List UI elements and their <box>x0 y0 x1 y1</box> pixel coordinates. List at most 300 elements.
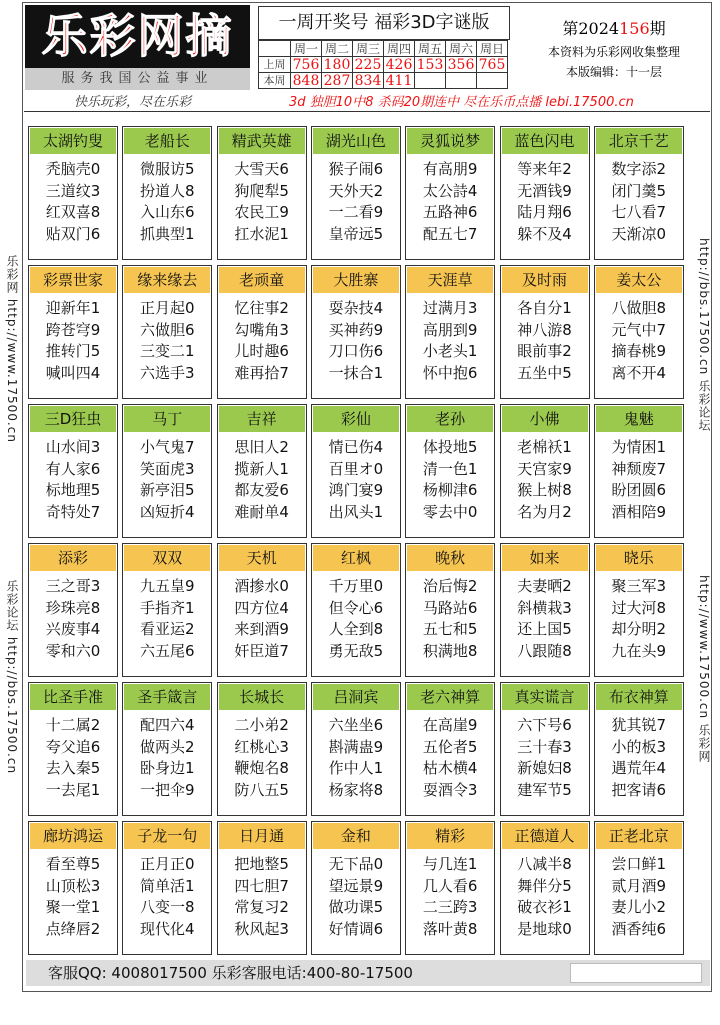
card-title: 红枫 <box>313 545 399 571</box>
puzzle-line: 勇无敌5 <box>328 641 384 660</box>
puzzle-card <box>405 543 495 677</box>
puzzle-card <box>122 126 212 260</box>
draw-number <box>477 73 508 89</box>
puzzle-line: 二三跨3 <box>422 898 478 916</box>
puzzle-line: 大雪天6 <box>234 160 289 178</box>
puzzle-line: 六做胆6 <box>140 320 195 339</box>
card-body <box>595 850 683 940</box>
card-title: 及时雨 <box>502 267 588 293</box>
side-text-right-bottom: http://www.17500.cn 乐彩网 <box>697 575 711 763</box>
card-title: 金和 <box>313 823 399 849</box>
puzzle-line: 十二属2 <box>45 716 101 734</box>
card-body <box>123 572 211 662</box>
puzzle-line: 把地整5 <box>234 855 289 873</box>
puzzle-line: 枯木横4 <box>422 759 478 777</box>
puzzle-line: 儿时趣6 <box>234 342 289 360</box>
puzzle-line: 看亚运2 <box>140 620 195 638</box>
puzzle-line: 人全到8 <box>328 620 384 638</box>
card-body <box>406 155 494 245</box>
card-body <box>595 433 683 523</box>
puzzle-line: 标地理5 <box>45 481 101 499</box>
puzzle-line: 微服访5 <box>140 160 195 178</box>
card-title: 吕洞宾 <box>313 684 399 710</box>
puzzle-card <box>594 682 684 816</box>
puzzle-card <box>500 404 590 538</box>
card-title: 蓝色闪电 <box>502 128 588 154</box>
puzzle-line: 五路神6 <box>422 203 478 221</box>
puzzle-line: 治后悔2 <box>422 577 478 595</box>
card-body <box>595 155 683 245</box>
puzzle-line: 卧身边1 <box>140 759 195 777</box>
puzzle-line: 破衣衫1 <box>517 898 572 916</box>
draw-number: 848 <box>291 73 322 89</box>
puzzle-line: 天外天2 <box>328 181 384 200</box>
puzzle-card <box>594 265 684 399</box>
puzzle-line: 一去尾1 <box>45 780 101 799</box>
last-week-row <box>259 57 508 73</box>
puzzle-line: 天宫家9 <box>517 459 572 478</box>
puzzle-line: 在高崖9 <box>422 716 478 734</box>
puzzle-line: 聚三军3 <box>611 577 667 595</box>
puzzle-line: 老棉袄1 <box>517 438 572 456</box>
puzzle-card <box>217 543 307 677</box>
puzzle-line: 酒掺水0 <box>234 577 289 595</box>
puzzle-line: 简单活1 <box>140 876 195 895</box>
puzzle-line: 奸臣道7 <box>234 641 289 660</box>
puzzle-card <box>217 126 307 260</box>
puzzle-line: 八变一8 <box>140 898 195 916</box>
puzzle-line: 但令心6 <box>328 598 384 617</box>
puzzle-line: 无酒钱9 <box>517 181 572 200</box>
puzzle-line: 正月正0 <box>140 855 195 873</box>
puzzle-line: 做功课5 <box>328 898 384 916</box>
puzzle-card <box>122 682 212 816</box>
puzzle-line: 零去中0 <box>422 502 478 521</box>
card-title: 吉祥 <box>219 406 305 432</box>
puzzle-line: 二小弟2 <box>234 716 289 734</box>
puzzle-line: 百里オ0 <box>328 459 384 478</box>
day-label: 周六 <box>446 41 477 57</box>
card-title: 鬼魅 <box>596 406 682 432</box>
day-label: 周一 <box>291 41 322 57</box>
puzzle-line: 为情困1 <box>611 438 667 456</box>
puzzle-line: 尝口鲜1 <box>611 855 667 873</box>
card-body <box>312 155 400 245</box>
puzzle-line: 兴废事4 <box>45 620 101 638</box>
logo <box>25 5 250 68</box>
side-text-left-top: 乐彩网 http://www.17500.cn <box>5 255 19 443</box>
card-body <box>312 433 400 523</box>
puzzle-line: 思旧人2 <box>234 438 289 456</box>
puzzle-line: 正月起0 <box>140 299 195 317</box>
puzzle-line: 九五皇9 <box>140 577 195 595</box>
puzzle-line: 数字添2 <box>611 160 667 178</box>
puzzle-line: 高朋到9 <box>422 320 478 339</box>
puzzle-line: 山水间3 <box>45 438 101 456</box>
card-body <box>123 294 211 384</box>
puzzle-line: 一把伞9 <box>140 780 195 799</box>
puzzle-line: 笑面虎3 <box>140 459 195 478</box>
puzzle-line: 防八五5 <box>234 780 289 799</box>
puzzle-line: 酒相陪9 <box>611 502 667 521</box>
puzzle-line: 神八游8 <box>517 320 572 339</box>
puzzle-card <box>500 126 590 260</box>
puzzle-line: 九在头9 <box>611 641 667 660</box>
card-body <box>406 294 494 384</box>
side-text-right-top: http://bbs.17500.cn 乐彩论坛 <box>697 238 711 433</box>
card-title: 彩仙 <box>313 406 399 432</box>
card-title: 添彩 <box>30 545 116 571</box>
puzzle-line: 揽新人1 <box>234 459 289 478</box>
puzzle-line: 建军节5 <box>517 780 572 799</box>
puzzle-line: 凶短折4 <box>140 502 195 521</box>
puzzle-card <box>217 821 307 955</box>
card-body <box>29 155 117 245</box>
puzzle-card <box>500 265 590 399</box>
puzzle-line: 四方位4 <box>234 598 289 617</box>
draw-number: 180 <box>322 57 353 73</box>
day-label: 周日 <box>477 41 508 57</box>
puzzle-line: 情已伤4 <box>328 438 384 456</box>
puzzle-card <box>594 404 684 538</box>
puzzle-line: 作中人1 <box>328 759 384 777</box>
puzzle-line: 零和六0 <box>45 641 101 660</box>
puzzle-line: 一二看9 <box>328 203 384 221</box>
card-title: 灵狐说梦 <box>407 128 493 154</box>
puzzle-line: 抓典型1 <box>140 224 195 243</box>
puzzle-card <box>28 265 118 399</box>
puzzle-line: 红桃心3 <box>234 737 289 756</box>
card-title: 双双 <box>124 545 210 571</box>
puzzle-line: 七八看7 <box>611 203 667 221</box>
puzzle-line: 躲不及4 <box>517 224 572 243</box>
draw-number <box>415 73 446 89</box>
puzzle-line: 猴上树8 <box>517 481 572 499</box>
puzzle-line: 八做胆8 <box>611 299 667 317</box>
puzzle-line: 夫妻晒2 <box>517 577 572 595</box>
day-label: 周五 <box>415 41 446 57</box>
puzzle-line: 鞭炮名8 <box>234 759 289 777</box>
puzzle-line: 是地球0 <box>517 919 572 938</box>
draw-number: 411 <box>384 73 415 89</box>
puzzle-line: 红双喜8 <box>45 203 101 221</box>
card-title: 正德道人 <box>502 823 588 849</box>
draw-number: 153 <box>415 57 446 73</box>
puzzle-line: 五七和5 <box>422 620 478 638</box>
card-title: 天机 <box>219 545 305 571</box>
card-body <box>218 850 306 940</box>
card-body <box>29 433 117 523</box>
puzzle-line: 太公詩4 <box>422 181 478 200</box>
puzzle-line: 好情调6 <box>328 919 384 938</box>
card-body <box>29 850 117 940</box>
card-title: 缘来缘去 <box>124 267 210 293</box>
puzzle-card <box>28 126 118 260</box>
puzzle-line: 舞伴分5 <box>517 876 572 895</box>
card-body <box>406 850 494 940</box>
puzzle-card <box>405 126 495 260</box>
puzzle-line: 四七胆7 <box>234 876 289 895</box>
puzzle-line: 跨苍穹9 <box>45 320 101 339</box>
card-body <box>123 433 211 523</box>
last-week-label: 上周 <box>259 57 291 73</box>
puzzle-card <box>594 126 684 260</box>
puzzle-line: 聚一堂1 <box>45 898 101 916</box>
day-label: 周四 <box>384 41 415 57</box>
this-week-row <box>259 73 508 89</box>
card-body <box>123 711 211 801</box>
puzzle-card <box>311 265 401 399</box>
ticker-left: 快乐玩彩，尽在乐彩 <box>74 95 192 110</box>
page-title: 一周开奖号 福彩3D字谜版 <box>258 6 510 40</box>
puzzle-card <box>28 821 118 955</box>
puzzle-line: 迎新年1 <box>45 299 101 317</box>
card-body <box>218 711 306 801</box>
puzzle-card <box>28 682 118 816</box>
puzzle-line: 贰月酒9 <box>611 876 667 895</box>
card-body <box>595 711 683 801</box>
puzzle-card <box>405 682 495 816</box>
puzzle-line: 杨家将8 <box>328 780 384 799</box>
puzzle-line: 夸父追6 <box>45 737 101 756</box>
day-label: 周二 <box>322 41 353 57</box>
card-body <box>123 850 211 940</box>
card-title: 晚秋 <box>407 545 493 571</box>
card-title: 老六神算 <box>407 684 493 710</box>
puzzle-line: 过大河8 <box>611 598 667 617</box>
puzzle-line: 陆月翔6 <box>517 203 572 221</box>
puzzle-line: 名为月2 <box>517 502 572 521</box>
puzzle-line: 难耐单4 <box>234 502 289 521</box>
puzzle-line: 山顶松3 <box>45 876 101 895</box>
puzzle-card <box>311 404 401 538</box>
card-body <box>406 433 494 523</box>
draw-number <box>446 73 477 89</box>
puzzle-line: 新亭泪5 <box>140 481 195 499</box>
puzzle-line: 耍酒令3 <box>422 780 478 799</box>
puzzle-line: 新媳妇8 <box>517 759 572 777</box>
issue-num: 156 <box>619 19 650 38</box>
card-title: 三D狂虫 <box>30 406 116 432</box>
puzzle-line: 农民工9 <box>234 203 289 221</box>
issue-number <box>516 16 712 39</box>
side-text-left-bottom: 乐彩论坛 http://bbs.17500.cn <box>5 580 19 775</box>
puzzle-line: 清一色1 <box>422 459 478 478</box>
card-title: 子龙一句 <box>124 823 210 849</box>
puzzle-line: 扮道人8 <box>140 181 195 200</box>
puzzle-line: 与几连1 <box>422 855 478 873</box>
card-title: 日月通 <box>219 823 305 849</box>
puzzle-line: 刀口伤6 <box>328 342 384 360</box>
puzzle-line: 怀中抱6 <box>422 363 478 382</box>
puzzle-line: 斟满蛊9 <box>328 737 384 756</box>
puzzle-line: 望远景9 <box>328 876 384 895</box>
card-title: 真实谎言 <box>502 684 588 710</box>
ticker-bar <box>24 94 710 112</box>
draw-number: 426 <box>384 57 415 73</box>
card-body <box>218 433 306 523</box>
card-title: 精武英雄 <box>219 128 305 154</box>
card-body <box>501 711 589 801</box>
puzzle-line: 过满月3 <box>422 299 478 317</box>
day-label: 周三 <box>353 41 384 57</box>
puzzle-line: 等来年2 <box>517 160 572 178</box>
puzzle-line: 酒香纯6 <box>611 919 667 938</box>
puzzle-line: 却分明2 <box>611 620 667 638</box>
puzzle-line: 小老头1 <box>422 342 478 360</box>
card-title: 北京千艺 <box>596 128 682 154</box>
card-title: 晓乐 <box>596 545 682 571</box>
puzzle-line: 六五尾6 <box>140 641 195 660</box>
puzzle-line: 一抹合1 <box>328 363 384 382</box>
puzzle-line: 贴双门6 <box>45 224 101 243</box>
card-body <box>29 572 117 662</box>
card-body <box>406 711 494 801</box>
puzzle-card <box>500 543 590 677</box>
puzzle-line: 猴子闹6 <box>328 160 384 178</box>
puzzle-line: 奇特处7 <box>45 502 101 521</box>
puzzle-line: 出风头1 <box>328 502 384 521</box>
footer <box>26 960 710 986</box>
card-title: 天涯草 <box>407 267 493 293</box>
puzzle-line: 三之哥3 <box>45 577 101 595</box>
puzzle-line: 摘春桃9 <box>611 342 667 360</box>
puzzle-line: 都友爱6 <box>234 481 289 499</box>
puzzle-line: 喊叫四4 <box>45 363 101 382</box>
card-body <box>123 155 211 245</box>
card-title: 大胜寨 <box>313 267 399 293</box>
card-title: 如来 <box>502 545 588 571</box>
puzzle-card <box>405 404 495 538</box>
puzzle-card <box>311 126 401 260</box>
card-title: 太湖钓叟 <box>30 128 116 154</box>
puzzle-line: 狗爬犁5 <box>234 181 289 200</box>
draw-number: 756 <box>291 57 322 73</box>
puzzle-line: 犹其锐7 <box>611 716 667 734</box>
ticker-link[interactable]: 3d 独胆10中8 杀码20期连中 尽在乐币点播 lebi.17500.cn <box>289 95 634 110</box>
card-title: 圣手箴言 <box>124 684 210 710</box>
puzzle-card <box>594 543 684 677</box>
puzzle-line: 秃脑壳0 <box>45 160 101 178</box>
puzzle-line: 耍杂技4 <box>328 299 384 317</box>
puzzle-line: 皇帝远5 <box>328 224 384 243</box>
puzzle-line: 把客请6 <box>611 780 667 799</box>
puzzle-line: 积满地8 <box>422 641 478 660</box>
puzzle-line: 三十春3 <box>517 737 572 756</box>
card-title: 小佛 <box>502 406 588 432</box>
puzzle-line: 无下品0 <box>328 855 384 873</box>
puzzle-card <box>122 404 212 538</box>
puzzle-card <box>311 821 401 955</box>
puzzle-line: 配五七7 <box>422 224 478 243</box>
puzzle-card <box>500 682 590 816</box>
card-body <box>29 711 117 801</box>
puzzle-card <box>311 682 401 816</box>
card-body <box>595 294 683 384</box>
card-title: 正老北京 <box>596 823 682 849</box>
puzzle-line: 天渐凉0 <box>611 224 667 243</box>
card-title: 廊坊鸿运 <box>30 823 116 849</box>
puzzle-line: 看至尊5 <box>45 855 101 873</box>
puzzle-line: 珍珠亮8 <box>45 598 101 617</box>
puzzle-line: 元气中7 <box>611 320 667 339</box>
source-note: 本资料为乐彩网收集整理 <box>547 45 680 59</box>
card-body <box>501 294 589 384</box>
card-body <box>501 572 589 662</box>
puzzle-line: 三道纹3 <box>45 181 101 200</box>
puzzle-line: 八跟随8 <box>517 641 572 660</box>
puzzle-line: 入山东6 <box>140 203 195 221</box>
card-title: 精彩 <box>407 823 493 849</box>
puzzle-card <box>217 265 307 399</box>
card-body <box>501 433 589 523</box>
puzzle-line: 马路站6 <box>422 598 478 617</box>
puzzle-line: 小的板3 <box>611 737 667 756</box>
puzzle-card <box>405 265 495 399</box>
puzzle-line: 闭门羹5 <box>611 181 667 200</box>
puzzle-line: 神颓废7 <box>611 459 667 478</box>
card-body <box>501 155 589 245</box>
card-title: 彩票世家 <box>30 267 116 293</box>
puzzle-card <box>122 543 212 677</box>
puzzle-card <box>217 682 307 816</box>
puzzle-line: 忆往事2 <box>234 299 289 317</box>
puzzle-line: 难再拾7 <box>234 363 289 382</box>
card-body <box>595 572 683 662</box>
card-body <box>218 294 306 384</box>
puzzle-line: 体投地5 <box>422 438 478 456</box>
draw-number: 225 <box>353 57 384 73</box>
puzzle-line: 小气鬼7 <box>140 438 195 456</box>
footer-blank-box <box>570 963 702 983</box>
puzzle-line: 点绛唇2 <box>45 919 101 938</box>
puzzle-line: 常复习2 <box>234 898 289 916</box>
puzzle-line: 五伦者5 <box>422 737 478 756</box>
issue-info <box>516 6 712 80</box>
puzzle-line: 三变二1 <box>140 342 195 360</box>
card-body <box>312 572 400 662</box>
puzzle-line: 手指齐1 <box>140 598 195 617</box>
puzzle-line: 盼团圆6 <box>611 481 667 499</box>
puzzle-line: 几人看6 <box>422 876 478 895</box>
card-title: 长城长 <box>219 684 305 710</box>
puzzle-line: 还上国5 <box>517 620 572 638</box>
puzzle-card <box>122 265 212 399</box>
puzzle-line: 落叶黄8 <box>422 919 478 938</box>
puzzle-line: 买神药9 <box>328 320 384 339</box>
puzzle-line: 五坐中5 <box>517 363 572 382</box>
puzzle-line: 鸿门宴9 <box>328 481 384 499</box>
card-body <box>406 572 494 662</box>
puzzle-line: 离不开4 <box>611 363 667 382</box>
puzzle-line: 扛水泥1 <box>234 224 289 243</box>
issue-suffix: 期 <box>649 19 666 38</box>
puzzle-line: 现代化4 <box>140 919 195 938</box>
puzzle-card <box>217 404 307 538</box>
contact-info: 客服QQ: 4008017500 乐彩客服电话:400-80-17500 <box>48 964 413 982</box>
this-week-label: 本周 <box>259 73 291 89</box>
puzzle-line: 有高朋9 <box>422 160 478 178</box>
logo-text: 乐彩网摘 <box>41 9 234 63</box>
card-body <box>501 850 589 940</box>
card-title: 马丁 <box>124 406 210 432</box>
card-title: 湖光山色 <box>313 128 399 154</box>
puzzle-line: 八减半8 <box>517 855 572 873</box>
card-title: 老孙 <box>407 406 493 432</box>
puzzle-card <box>122 821 212 955</box>
draw-header-row <box>259 41 508 57</box>
puzzle-card <box>311 543 401 677</box>
